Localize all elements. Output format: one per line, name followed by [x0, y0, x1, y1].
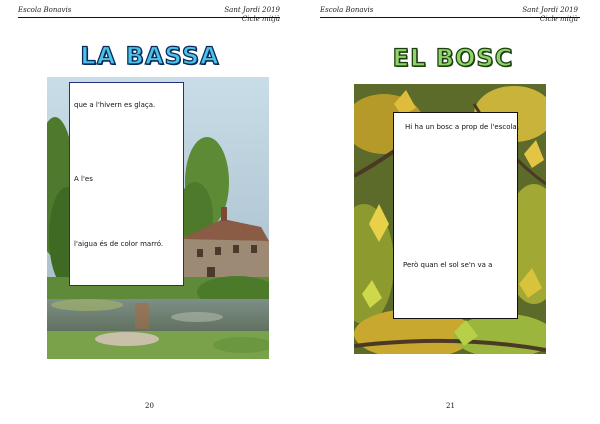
header-cycle: Cicle mitjà — [539, 15, 578, 23]
page-title: LA BASSA — [80, 42, 220, 70]
header-right-block — [224, 6, 280, 24]
header-cycle: Cicle mitjà — [241, 15, 280, 23]
story-line-1: que a l'hivern es glaça. — [74, 101, 156, 109]
right-page — [300, 0, 600, 424]
header-school-name: Escola Bonavis — [18, 6, 72, 14]
header-event: Sant Jordi 2019 — [522, 6, 578, 14]
story-line-3: l'aigua és de color marró. — [74, 240, 164, 248]
header-right-block — [522, 6, 578, 24]
story-text-box — [69, 82, 184, 286]
page-number: 21 — [446, 402, 455, 410]
header-divider — [18, 17, 280, 18]
story-line-2: Però quan el sol se'n va a — [403, 261, 493, 269]
page-title: EL BOSC — [392, 44, 514, 72]
story-line-2: A l'es — [74, 175, 93, 183]
page-number: 20 — [145, 402, 154, 410]
header-school-name: Escola Bonavis — [320, 6, 374, 14]
story-text-box — [393, 112, 518, 319]
story-line-1: Hi ha un bosc a prop de l'escola, — [405, 123, 519, 131]
header-divider — [320, 17, 580, 18]
header-event: Sant Jordi 2019 — [224, 6, 280, 14]
